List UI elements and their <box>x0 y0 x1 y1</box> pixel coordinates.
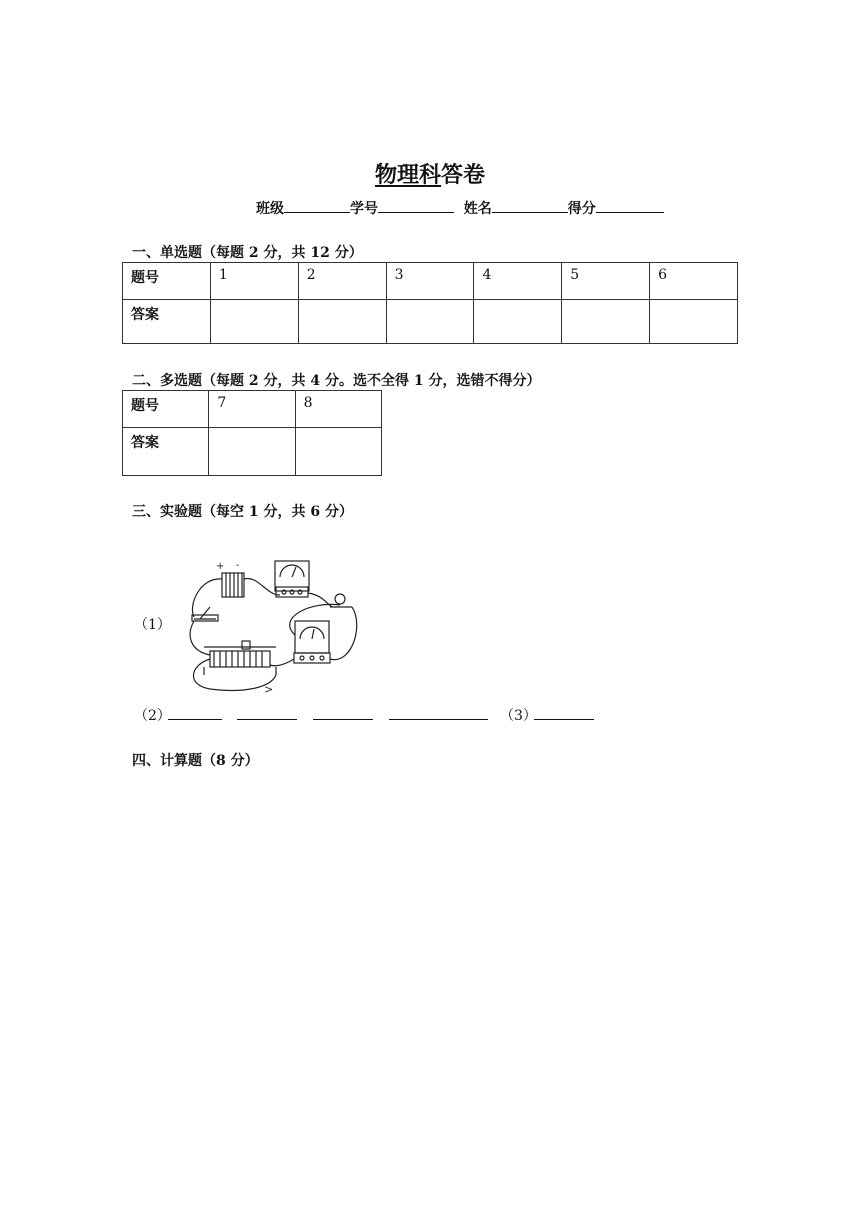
score-field[interactable] <box>596 198 664 213</box>
name-field[interactable] <box>492 198 568 213</box>
title-rest: 答卷 <box>441 162 486 188</box>
table1-number-3: 3 <box>386 263 474 300</box>
q3-label: （3） <box>500 708 537 724</box>
q1-label: （1） <box>134 617 171 633</box>
table1-number-5: 5 <box>562 263 650 300</box>
table1-answer-label: 答案 <box>123 300 211 344</box>
table1-number-4: 4 <box>474 263 562 300</box>
class-label: 班级 <box>256 201 284 217</box>
svg-text:-: - <box>236 560 240 571</box>
table1-answer-cell-2[interactable] <box>298 300 386 344</box>
title-subject: 物理科 <box>374 162 441 188</box>
table1-answer-cell-1[interactable] <box>210 300 298 344</box>
multi-choice-answer-table <box>122 390 382 476</box>
student-info-row <box>256 198 664 218</box>
q2-blank-3[interactable] <box>313 719 373 720</box>
table1-number-1: 1 <box>210 263 298 300</box>
battery-shape <box>222 573 244 597</box>
table2-answer-cell-8[interactable] <box>295 428 381 476</box>
student-id-label: 学号 <box>350 201 378 217</box>
page-title <box>0 158 860 189</box>
table1-header-label: 题号 <box>123 263 211 300</box>
rheostat-shape <box>210 651 270 667</box>
single-choice-answer-table <box>122 262 738 344</box>
table1-number-6: 6 <box>650 263 738 300</box>
q2-label: （2） <box>134 708 171 724</box>
table2-number-7: 7 <box>209 391 295 428</box>
table2-answer-cell-7[interactable] <box>209 428 295 476</box>
svg-text:+: + <box>216 561 225 572</box>
table2-answer-label: 答案 <box>123 428 209 476</box>
bulb-shape <box>335 594 345 604</box>
table1-answer-cell-4[interactable] <box>474 300 562 344</box>
section2-heading: 二、多选题（每题 2 分，共 4 分。选不全得 1 分，选错不得分） <box>132 373 541 389</box>
svg-text:>: > <box>264 683 274 696</box>
section1-heading: 一、单选题（每题 2 分，共 12 分） <box>132 245 363 261</box>
circuit-diagram-image <box>180 555 370 700</box>
table1-answer-cell-5[interactable] <box>562 300 650 344</box>
q3-blank-1[interactable] <box>534 719 594 720</box>
student-id-field[interactable] <box>378 198 454 213</box>
table2-number-8: 8 <box>295 391 381 428</box>
class-field[interactable] <box>284 198 350 213</box>
q2-blank-4[interactable] <box>389 719 488 720</box>
q2-blank-2[interactable] <box>237 719 297 720</box>
score-label: 得分 <box>567 201 596 217</box>
q2-blank-1[interactable] <box>168 719 222 720</box>
table1-answer-cell-6[interactable] <box>650 300 738 344</box>
section4-heading: 四、计算题（8 分） <box>132 753 259 769</box>
section3-heading: 三、实验题（每空 1 分，共 6 分） <box>132 504 353 520</box>
table1-number-2: 2 <box>298 263 386 300</box>
table2-header-label: 题号 <box>123 391 209 428</box>
name-label: 姓名 <box>463 201 492 217</box>
table1-answer-cell-3[interactable] <box>386 300 474 344</box>
